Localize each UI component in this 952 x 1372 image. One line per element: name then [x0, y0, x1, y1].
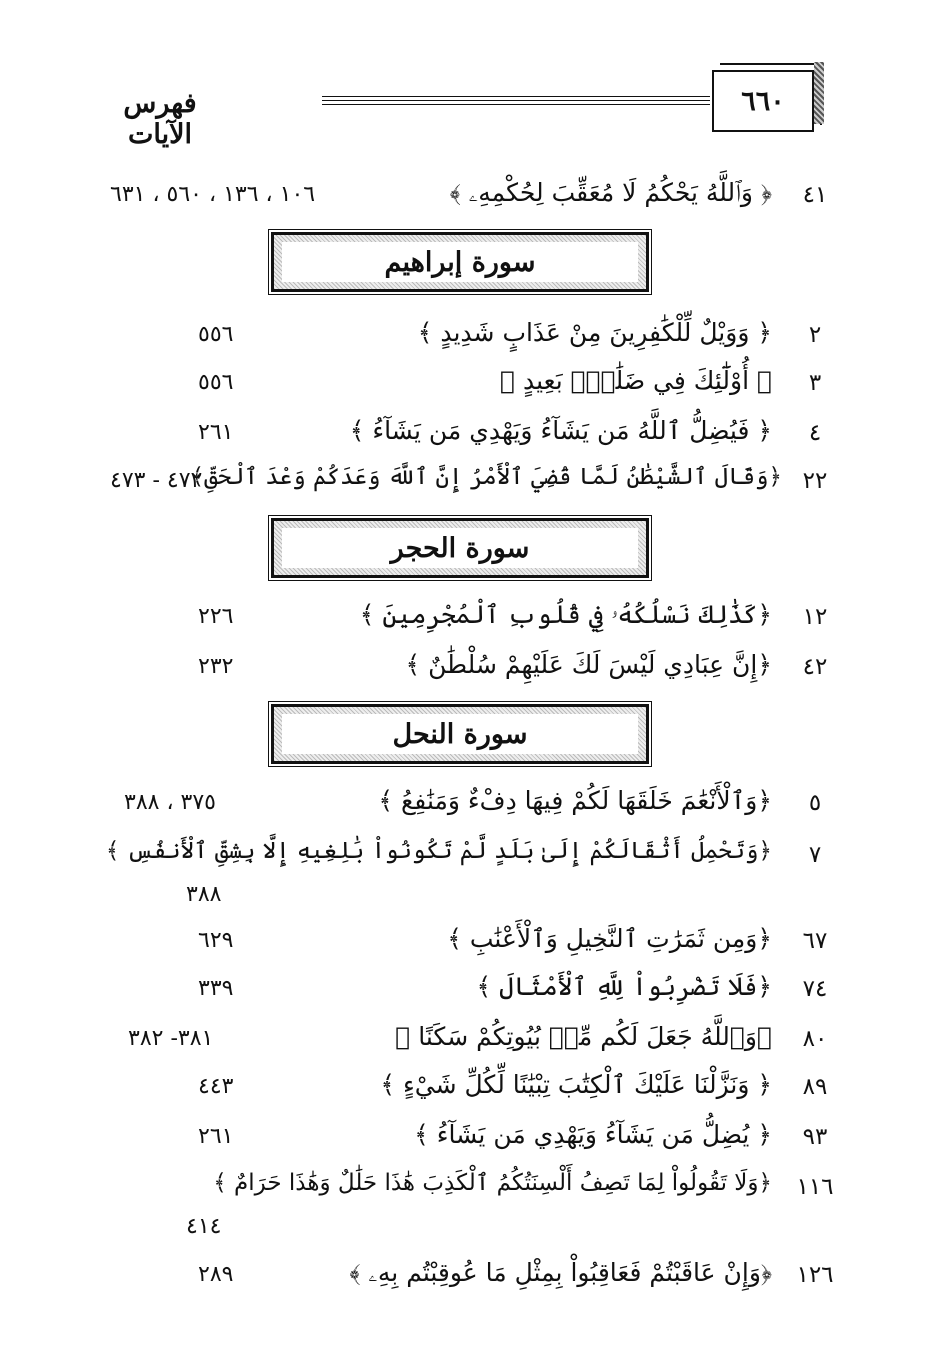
- verse-text: ﴿ يُضِلُّ مَن يَشَآءُ وَيَهْدِي مَن يَشَآءُ ﴾: [414, 1120, 772, 1149]
- verse-text: ﴿وَإِنْ عَاقَبْتُمْ فَعَاقِبُواْ بِمِثْلِ مَا عُوقِبْتُم بِهِۦ ﴾: [349, 1258, 772, 1287]
- page-references: ٢٢٦: [198, 604, 234, 629]
- surah-heading-box: [271, 518, 649, 578]
- verse-number: ٢: [808, 322, 822, 348]
- verse-entry: [100, 1120, 840, 1168]
- verse-number: ٤: [808, 420, 822, 446]
- verse-entry: [100, 464, 840, 512]
- page-references: ٢٨٩: [198, 1262, 234, 1287]
- verse-text: ﴿وَلَا تَقُولُواْ لِمَا تَصِفُ أَلْسِنَتُكُمُ ٱلْكَذِبَ هَٰذَا حَلَٰلٌ وَهَٰذَا حَرَامٌ ﴾: [213, 1170, 772, 1196]
- verse-number: ١٢: [802, 604, 828, 630]
- verse-entry: [100, 924, 840, 972]
- page-references: ٣٧٥ ، ٣٨٨: [124, 790, 216, 815]
- header-rule: [322, 96, 710, 97]
- verse-entry: [100, 1170, 840, 1239]
- surah-heading-box: [271, 704, 649, 764]
- verse-text: ﴿كَذَٰلِكَ نَسْلُكُهُۥ فِي قُلُوبِ ٱلْمُجْرِمِينَ ﴾: [359, 600, 772, 629]
- verse-text: ﴿ وَٱللَّهُ يَحْكُمُ لَا مُعَقِّبَ لِحُكْمِهِۦ ﴾: [449, 178, 772, 207]
- page-references: ١٠٦ ، ١٣٦ ، ٥٦٠ ، ٦٣١: [110, 182, 316, 207]
- verse-text: ﴿ وَوَيْلٌ لِّلْكَٰفِرِينَ مِنْ عَذَابٍ شَدِيدٍ ﴾: [417, 318, 772, 347]
- page-references: ٤٤٣: [198, 1074, 234, 1099]
- verse-text: ﴿فَلَا تَضْرِبُواْ لِلَّهِ ٱلْأَمْثَالَ ﴾: [476, 972, 772, 1001]
- verse-entry: [100, 786, 840, 834]
- surah-title: سورة الحجر: [390, 532, 530, 564]
- page-references: ٣٨٨: [186, 882, 222, 907]
- verse-entry: [100, 366, 840, 414]
- page-references: ٤٧٢ - ٤٧٣: [110, 468, 203, 493]
- verse-number: ١٢٦: [796, 1262, 834, 1288]
- page-references: ٥٥٦: [198, 370, 234, 395]
- verse-text: ﴿إِنَّ عِبَادِي لَيْسَ لَكَ عَلَيْهِمْ سُلْطَٰنٌ ﴾: [405, 650, 772, 679]
- page-references: ٢٦١: [198, 1124, 234, 1149]
- verse-text: ﴿ فَيُضِلُّ ٱللَّهُ مَن يَشَآءُ وَيَهْدِي مَن يَشَآءُ ﴾: [349, 416, 772, 445]
- verse-entry: [100, 838, 840, 907]
- verse-number: ٦٧: [802, 928, 828, 954]
- verse-number: ٨٩: [802, 1074, 828, 1100]
- verse-number: ٤١: [802, 182, 828, 208]
- page-references: ٥٥٦: [198, 322, 234, 347]
- verse-text: ﴿وَمِن ثَمَرَٰتِ ٱلنَّخِيلِ وَٱلْأَعْنَٰبِ ﴾: [447, 924, 772, 953]
- verse-text: ﴿وَتَحْمِلُ أَثْقَالَكُمْ إِلَىٰ بَلَدٍ لَّمْ تَكُونُواْ بَٰلِغِيهِ إِلَّا بِشِقِّ ٱلْأَنفُسِ ﴾: [105, 838, 772, 864]
- verse-text: ﴿وَٱلْأَنْعَٰمَ خَلَقَهَا لَكُمْ فِيهَا دِفْءٌ وَمَنَٰفِعُ ﴾: [378, 786, 772, 815]
- verse-number: ٩٣: [802, 1124, 828, 1150]
- page-references: ٣٨١- ٣٨٢: [128, 1026, 214, 1051]
- surah-heading-box: [271, 232, 649, 292]
- page-references: ٢٦١: [198, 420, 234, 445]
- surah-title: سورة إبراهيم: [384, 246, 536, 278]
- index-title: فهرس الآيات: [123, 88, 197, 150]
- verse-number: ٧: [808, 842, 822, 868]
- verse-text: ﴿ أُوْلَٰٓئِكَ فِي ضَلَٰلٍۭ بَعِيدٍ ﴾: [500, 366, 772, 395]
- verse-number: ٢٢: [802, 468, 828, 494]
- surah-title: سورة النحل: [392, 718, 528, 750]
- verse-number: ٤٢: [802, 654, 828, 680]
- page-references: ٣٣٩: [198, 976, 234, 1001]
- page-references: ٢٣٢: [198, 654, 234, 679]
- verse-text: ﴿وَٱللَّهُ جَعَلَ لَكُم مِّنۢ بُيُوتِكُمْ سَكَنًا ﴾: [395, 1022, 772, 1051]
- page-references: ٦٢٩: [198, 928, 234, 953]
- verse-entry: [100, 1258, 840, 1306]
- verse-entry: [100, 972, 840, 1020]
- verse-number: ٨٠: [802, 1026, 828, 1052]
- verse-entry: [100, 416, 840, 464]
- verse-entry: [100, 1070, 840, 1118]
- verse-number: ١١٦: [796, 1174, 834, 1200]
- verse-entry: [100, 600, 840, 648]
- verse-entry: [100, 178, 840, 226]
- verse-entry: [100, 318, 840, 366]
- verse-text: ﴿ وَنَزَّلْنَا عَلَيْكَ ٱلْكِتَٰبَ تِبْيَٰنًا لِّكُلِّ شَيْءٍ ﴾: [380, 1070, 772, 1099]
- verse-number: ٥: [808, 790, 822, 816]
- page-number: ٦٦٠: [741, 85, 785, 117]
- verse-number: ٧٤: [802, 976, 828, 1002]
- verse-text: ﴿وَقَالَ ٱلشَّيْطَٰنُ لَمَّا قُضِيَ ٱلْأَمْرُ إِنَّ ٱللَّهَ وَعَدَكُمْ وَعْدَ ٱلْحَقِّ﴾: [190, 464, 782, 490]
- page-number-box: [712, 70, 814, 132]
- verse-entry: [100, 1022, 840, 1070]
- verse-number: ٣: [808, 370, 822, 396]
- verse-entry: [100, 650, 840, 698]
- page-references: ٤١٤: [186, 1214, 222, 1239]
